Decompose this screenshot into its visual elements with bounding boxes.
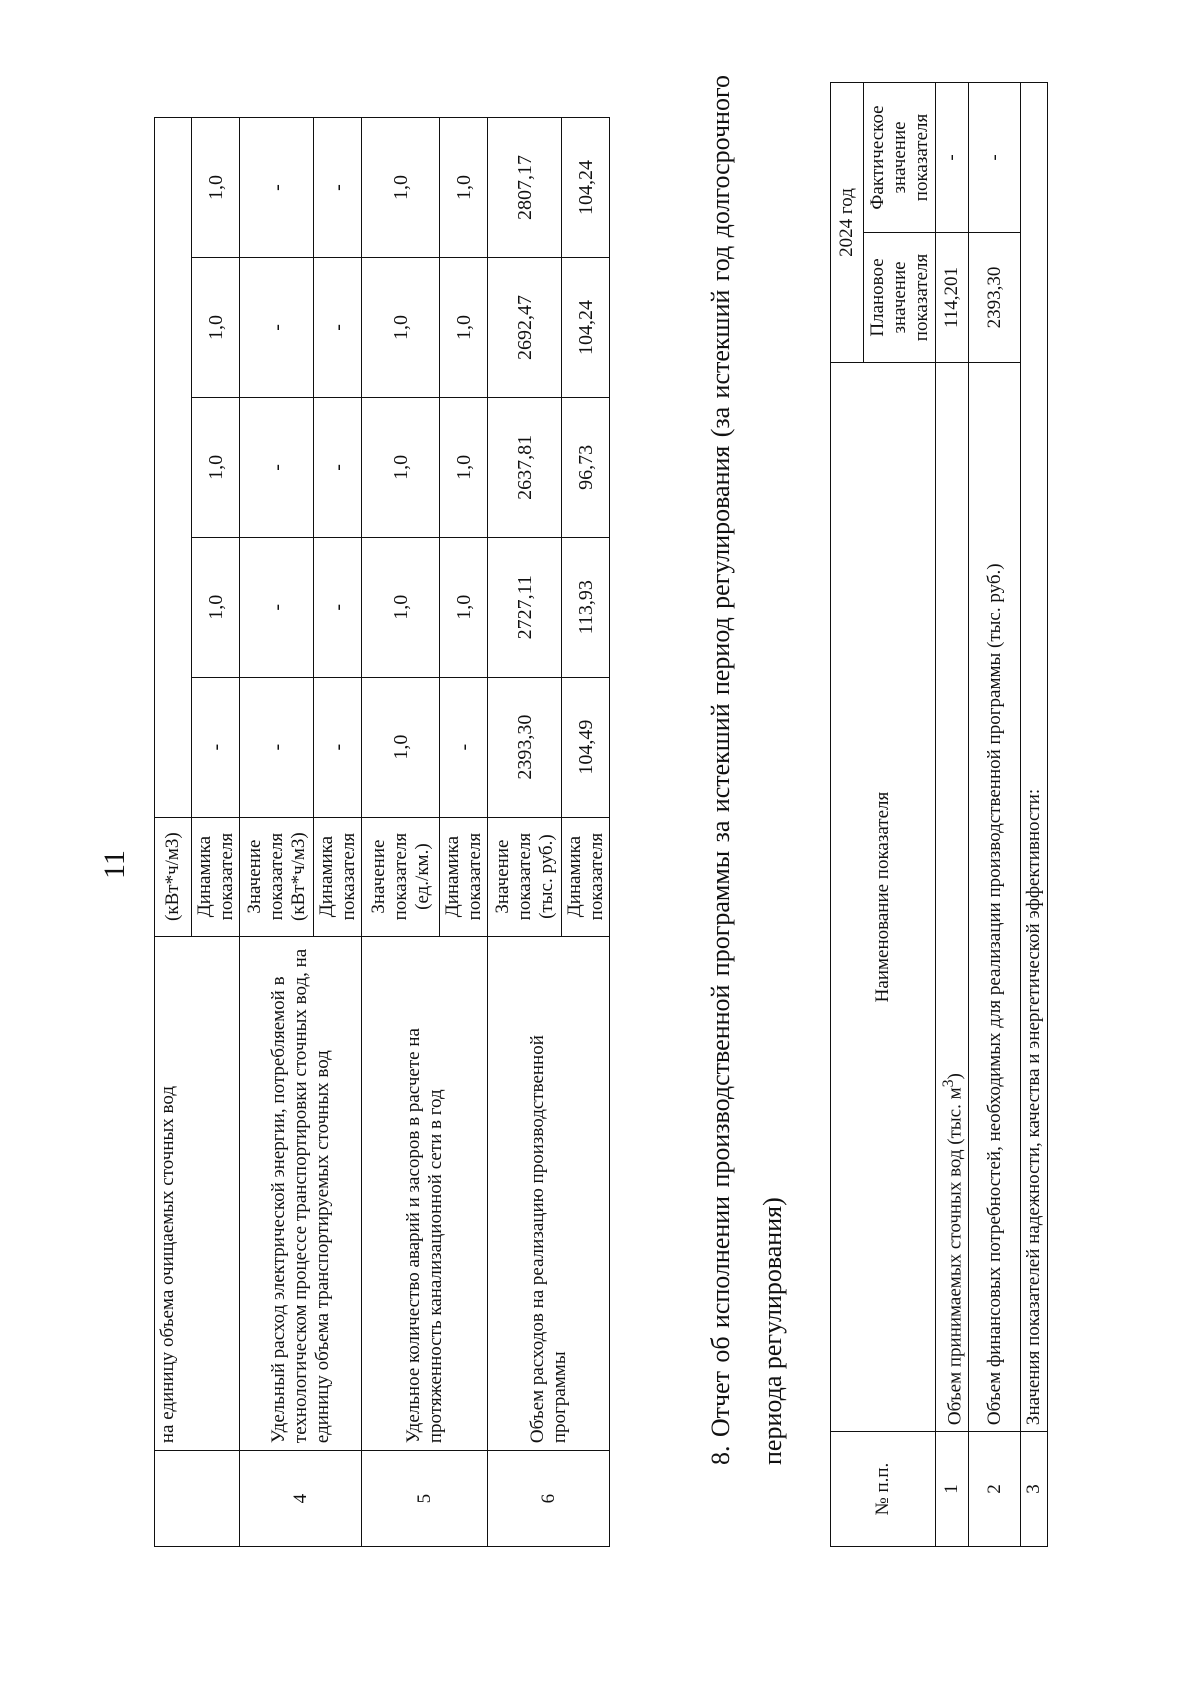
value-cell: - (314, 397, 362, 537)
indicator-name (936, 362, 969, 1431)
column-header-name: Наименование показателя (831, 362, 936, 1431)
indicator-name: Объем финансовых потребностей, необходимых для реализации производственной программы (тыс. руб.) (969, 362, 1021, 1431)
value-cell: - (240, 677, 314, 817)
indicator-group-heading: Значения показателей надежности, качества и энергетической эффективности: (1021, 83, 1048, 1432)
report-table (830, 82, 1048, 1547)
row-number: 1 (936, 1432, 969, 1547)
value-cell: 1,0 (440, 537, 488, 677)
dynamics-label: Динамика показателя (192, 817, 240, 936)
table-row (969, 83, 1021, 1547)
dynamics-label: Динамика показателя (440, 817, 488, 936)
section-heading: 8. Отчет об исполнении производственной программы за истекший период регулирования (за истекший год долгосрочного периода регулирования) (706, 75, 787, 1465)
value-cell: 1,0 (440, 118, 488, 258)
value-cell: 1,0 (362, 118, 440, 258)
value-cell: 96,73 (562, 397, 610, 537)
value-cell: 1,0 (192, 118, 240, 258)
value-cell: 1,0 (362, 397, 440, 537)
unit-label: (кВт*ч/м3) (155, 817, 192, 936)
value-label: Значение показателя (ед./км.) (362, 817, 440, 936)
page-number: 11 (98, 850, 131, 879)
table-row (362, 118, 440, 1547)
column-header-year: 2024 год (831, 83, 864, 363)
planned-value: 2393,30 (969, 232, 1021, 362)
value-cell: 2727,11 (488, 537, 562, 677)
value-cell: - (314, 118, 362, 258)
value-cell: 1,0 (362, 677, 440, 817)
value-cell: - (240, 118, 314, 258)
actual-value: - (936, 83, 969, 233)
value-cell: 113,93 (562, 537, 610, 677)
value-cell: 1,0 (362, 537, 440, 677)
table-row (1021, 83, 1048, 1547)
dynamics-label: Динамика показателя (562, 817, 610, 936)
value-cell: - (314, 258, 362, 398)
row-number: 2 (969, 1432, 1021, 1547)
planned-value: 114,201 (936, 232, 969, 362)
value-cell: - (314, 677, 362, 817)
table-row (240, 118, 314, 1547)
value-cell: - (240, 397, 314, 537)
value-cell: 104,49 (562, 677, 610, 817)
indicator-name: Удельное количество аварий и засоров в расчете на протяженность канализационной сети в год (362, 936, 488, 1451)
value-cell: 1,0 (440, 397, 488, 537)
value-cell: 1,0 (192, 537, 240, 677)
indicator-name-tail: ) (944, 1073, 966, 1080)
value-cell: 2637,81 (488, 397, 562, 537)
table-row (936, 83, 969, 1547)
indicator-name: на единицу объема очищаемых сточных вод (155, 936, 240, 1451)
value-label: Значение показателя (кВт*ч/м3) (240, 817, 314, 936)
value-cell: - (240, 258, 314, 398)
value-cell: 1,0 (192, 258, 240, 398)
dynamics-label: Динамика показателя (314, 817, 362, 936)
value-cell: - (240, 537, 314, 677)
value-cell: 104,24 (562, 258, 610, 398)
empty-cell (155, 118, 192, 818)
column-header-number: № п.п. (831, 1432, 936, 1547)
value-cell: 2692,47 (488, 258, 562, 398)
indicator-name: Объем расходов на реализацию производственной программы (488, 936, 610, 1451)
superscript: 3 (940, 1079, 957, 1088)
indicator-name-text: Объем принимаемых сточных вод (тыс. м (944, 1087, 966, 1426)
value-cell: 2807,17 (488, 118, 562, 258)
table-row (488, 118, 562, 1547)
row-number: 6 (488, 1451, 610, 1547)
value-cell: - (192, 677, 240, 817)
row-number: 5 (362, 1451, 488, 1547)
row-number: 3 (1021, 1432, 1048, 1547)
value-cell: 1,0 (192, 397, 240, 537)
value-cell: 2393,30 (488, 677, 562, 817)
value-cell: 104,24 (562, 118, 610, 258)
row-number: 4 (240, 1451, 362, 1547)
table-row (155, 118, 192, 1547)
column-header-actual: Фактическое значение показателя (864, 83, 936, 233)
value-cell: 1,0 (440, 258, 488, 398)
value-cell: 1,0 (362, 258, 440, 398)
actual-value: - (969, 83, 1021, 233)
value-cell: - (314, 537, 362, 677)
indicators-table (154, 117, 610, 1547)
indicator-name: Удельный расход электрической энергии, потребляемой в технологическом процессе транспортировки сточных вод, на единицу объема транспортируемых сточных вод (240, 936, 362, 1451)
row-number-cell (155, 1451, 240, 1547)
column-header-planned: Плановое значение показателя (864, 232, 936, 362)
value-cell: - (440, 677, 488, 817)
table-header-row (831, 83, 864, 1547)
value-label: Значение показателя (тыс. руб.) (488, 817, 562, 936)
